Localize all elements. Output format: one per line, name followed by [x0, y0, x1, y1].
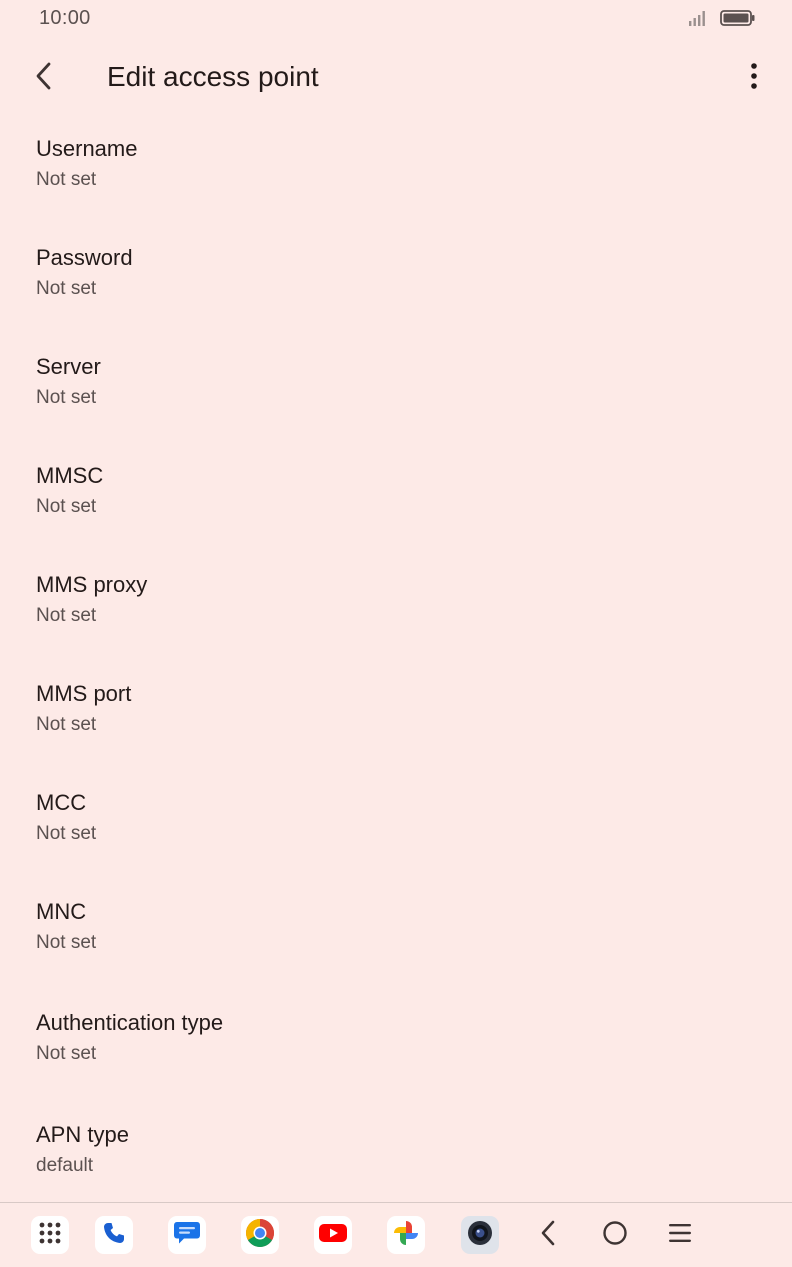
setting-summary: Not set	[36, 169, 97, 190]
setting-summary: Not set	[36, 605, 97, 626]
back-button[interactable]	[24, 58, 64, 98]
setting-title: Authentication type	[36, 1010, 224, 1035]
setting-title: Password	[36, 245, 133, 270]
setting-title: MMS proxy	[36, 572, 148, 597]
chrome-app-button[interactable]	[241, 1216, 279, 1254]
phone-app-button[interactable]	[95, 1216, 133, 1254]
setting-title: APN type	[36, 1122, 129, 1147]
nav-recents-icon	[667, 1222, 693, 1249]
camera-icon	[465, 1218, 495, 1253]
battery-icon	[720, 9, 756, 32]
setting-mms-proxy[interactable]	[0, 554, 792, 663]
nav-back-button[interactable]	[530, 1217, 566, 1253]
setting-summary: default	[36, 1155, 94, 1176]
setting-title: MMSC	[36, 463, 104, 488]
more-vert-icon	[750, 62, 758, 95]
status-icons	[688, 9, 756, 32]
status-bar	[0, 0, 792, 38]
back-arrow-icon	[32, 61, 56, 96]
setting-title: MMS port	[36, 681, 132, 706]
status-time: 10:00	[39, 7, 91, 29]
nav-back-icon	[538, 1219, 558, 1252]
page-title: Edit access point	[107, 61, 319, 92]
setting-authentication-type[interactable]	[0, 990, 792, 1102]
photos-icon	[391, 1218, 421, 1253]
app-drawer-icon	[38, 1221, 62, 1250]
setting-mcc[interactable]	[0, 772, 792, 881]
nav-home-icon	[601, 1219, 629, 1252]
navigation-bar	[0, 1203, 792, 1267]
chrome-icon	[245, 1218, 275, 1253]
phone-icon	[102, 1221, 126, 1250]
app-drawer-button[interactable]	[31, 1216, 69, 1254]
app-bar	[0, 48, 792, 108]
messages-app-button[interactable]	[168, 1216, 206, 1254]
setting-summary: Not set	[36, 278, 97, 299]
setting-title: MCC	[36, 790, 87, 815]
nav-home-button[interactable]	[597, 1217, 633, 1253]
setting-summary: Not set	[36, 496, 97, 517]
setting-username[interactable]	[0, 118, 792, 227]
setting-mms-port[interactable]	[0, 663, 792, 772]
setting-summary: Not set	[36, 1043, 97, 1064]
settings-list	[0, 118, 792, 1211]
setting-summary: Not set	[36, 714, 97, 735]
setting-title: Server	[36, 354, 101, 379]
setting-password[interactable]	[0, 227, 792, 336]
setting-title: MNC	[36, 899, 87, 924]
youtube-icon	[318, 1222, 348, 1249]
setting-mnc[interactable]	[0, 881, 792, 990]
more-options-button[interactable]	[734, 58, 774, 98]
photos-app-button[interactable]	[387, 1216, 425, 1254]
setting-summary: Not set	[36, 387, 97, 408]
setting-summary: Not set	[36, 823, 97, 844]
camera-app-button[interactable]	[461, 1216, 499, 1254]
youtube-app-button[interactable]	[314, 1216, 352, 1254]
nav-recents-button[interactable]	[662, 1217, 698, 1253]
messages-icon	[173, 1220, 201, 1251]
setting-apn-type[interactable]	[0, 1102, 792, 1211]
setting-summary: Not set	[36, 932, 97, 953]
signal-icon	[688, 9, 706, 32]
setting-server[interactable]	[0, 336, 792, 445]
setting-mmsc[interactable]	[0, 445, 792, 554]
setting-title: Username	[36, 136, 138, 161]
